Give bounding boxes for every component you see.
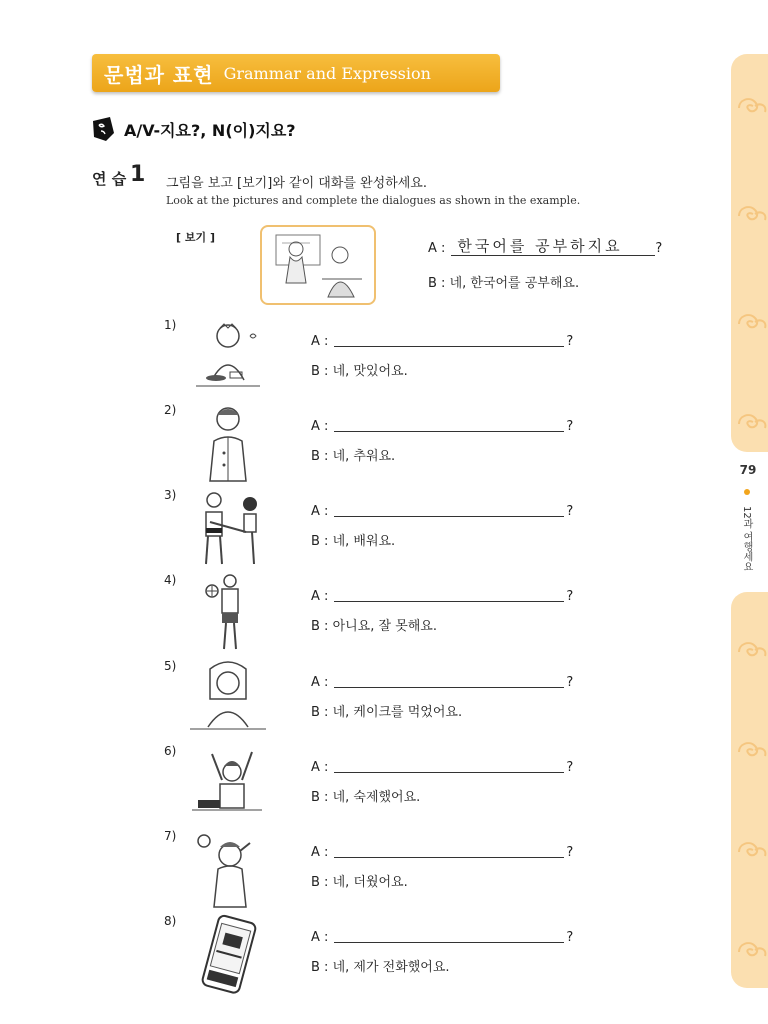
item-number: 1) [164, 318, 177, 332]
page-number: 79 [739, 463, 757, 477]
hot-weather-illustration [190, 829, 266, 909]
banner-title-korean: 문법과 표현 [104, 62, 214, 87]
question-mark: ? [566, 845, 574, 860]
instruction-korean: 그림을 보고 [보기]와 같이 대화를 완성하세요. [166, 176, 427, 191]
question-line [311, 587, 573, 604]
b-reply: B : 네, 맛있어요. [311, 364, 408, 379]
instruction-english: Look at the pictures and complete the dialogues as shown in the example. [166, 194, 581, 207]
exercise-label: 연 습 [92, 170, 127, 188]
grammar-pattern-title: A/V-지요?, N(이)지요? [124, 121, 296, 140]
answer-blank[interactable] [334, 758, 564, 773]
section-banner [92, 54, 500, 92]
b-reply: B : 네, 제가 전화했어요. [311, 960, 450, 975]
question-line [311, 417, 573, 434]
item-number: 7) [164, 829, 177, 843]
item-number: 4) [164, 573, 177, 587]
cold-person-illustration [190, 403, 266, 483]
answer-blank[interactable] [334, 928, 564, 943]
a-prefix: A : [311, 334, 329, 349]
b-reply: B : 네, 케이크를 먹었어요. [311, 705, 463, 720]
question-mark: ? [566, 419, 574, 434]
taekwondo-illustration [190, 488, 266, 568]
example-a-prefix: A : [428, 241, 446, 256]
example-answer: 한국어를 공부하지요 [451, 235, 655, 256]
item-number: 3) [164, 488, 177, 502]
exercise-item-2 [0, 403, 768, 488]
question-mark: ? [566, 760, 574, 775]
example-question [428, 235, 662, 256]
item-number: 5) [164, 659, 177, 673]
question-line [311, 502, 573, 519]
a-prefix: A : [311, 845, 329, 860]
exercise-item-5 [0, 659, 768, 744]
homework-done-illustration [190, 744, 266, 824]
b-reply: B : 네, 숙제했어요. [311, 790, 421, 805]
question-mark: ? [566, 504, 574, 519]
b-reply: B : 네, 추워요. [311, 449, 396, 464]
question-mark: ? [566, 334, 574, 349]
question-mark: ? [566, 589, 574, 604]
basketball-illustration [190, 573, 266, 653]
example-illustration [260, 225, 376, 305]
answer-blank[interactable] [334, 673, 564, 688]
answer-blank[interactable] [334, 502, 564, 517]
exercise-number: 1 [130, 162, 146, 187]
answer-blank[interactable] [334, 843, 564, 858]
example-reply: B : 네, 한국어를 공부해요. [428, 276, 580, 291]
example-tag: [ 보기 ] [176, 231, 215, 244]
phone-missed-call-illustration [190, 914, 266, 994]
cake-girl-illustration [190, 659, 266, 739]
b-reply: B : 네, 배워요. [311, 534, 396, 549]
a-prefix: A : [311, 419, 329, 434]
swirl-ornament-icon [735, 88, 768, 118]
item-number: 8) [164, 914, 177, 928]
exercise-item-6 [0, 744, 768, 829]
chapter-title: 12과 여행세요 [741, 506, 752, 572]
item-number: 6) [164, 744, 177, 758]
exercise-item-8 [0, 914, 768, 999]
a-prefix: A : [311, 504, 329, 519]
question-line [311, 928, 573, 945]
swirl-ornament-icon [735, 196, 768, 226]
question-line [311, 843, 573, 860]
question-line [311, 332, 573, 349]
eating-illustration [190, 318, 266, 398]
b-reply: B : 아니요, 잘 못해요. [311, 619, 437, 634]
question-line [311, 673, 573, 690]
teacher-student-illustration [262, 227, 374, 303]
a-prefix: A : [311, 589, 329, 604]
answer-blank[interactable] [334, 417, 564, 432]
exercise-item-1 [0, 318, 768, 403]
question-mark: ? [566, 930, 574, 945]
a-prefix: A : [311, 930, 329, 945]
a-prefix: A : [311, 675, 329, 690]
pattern-bullet-icon [90, 115, 116, 143]
question-mark: ? [566, 675, 574, 690]
answer-blank[interactable] [334, 332, 564, 347]
b-reply: B : 네, 더웠어요. [311, 875, 408, 890]
exercise-item-7 [0, 829, 768, 914]
banner-title-english: Grammar and Expression [223, 63, 431, 83]
item-number: 2) [164, 403, 177, 417]
answer-blank[interactable] [334, 587, 564, 602]
exercise-item-3 [0, 488, 768, 573]
a-prefix: A : [311, 760, 329, 775]
question-line [311, 758, 573, 775]
exercise-item-4 [0, 573, 768, 658]
example-question-mark: ? [655, 241, 663, 256]
